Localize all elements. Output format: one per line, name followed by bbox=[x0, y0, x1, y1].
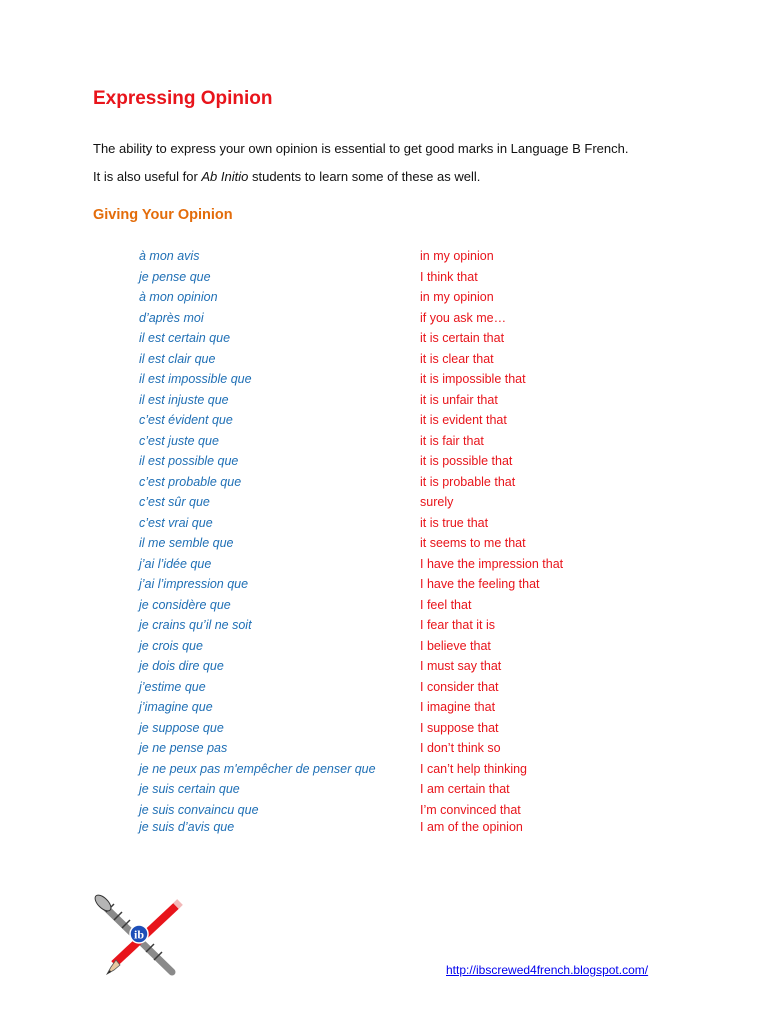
phrase-row bbox=[0, 434, 768, 452]
french-phrase: c’est vrai que bbox=[139, 515, 213, 530]
phrase-row bbox=[0, 680, 768, 698]
blog-link[interactable]: http://ibscrewed4french.blogspot.com/ bbox=[446, 963, 649, 977]
french-phrase: c’est juste que bbox=[139, 433, 219, 448]
phrase-row bbox=[0, 618, 768, 636]
french-phrase: c’est sûr que bbox=[139, 495, 210, 509]
french-phrase: je crois que bbox=[139, 638, 203, 653]
phrase-row bbox=[0, 577, 768, 595]
phrase-row bbox=[0, 454, 768, 472]
english-translation: I am certain that bbox=[420, 782, 510, 796]
english-translation: I feel that bbox=[420, 597, 472, 612]
french-phrase: je suis convaincu que bbox=[139, 802, 259, 817]
phrase-row bbox=[0, 270, 768, 288]
phrase-row bbox=[0, 495, 768, 513]
english-translation: it is true that bbox=[420, 515, 489, 530]
phrase-row bbox=[0, 311, 768, 329]
phrase-row bbox=[0, 721, 768, 739]
french-phrase: je considère que bbox=[139, 597, 231, 612]
french-phrase: il me semble que bbox=[139, 536, 234, 550]
intro-text-after: students to learn some of these as well. bbox=[248, 169, 481, 184]
phrase-row bbox=[0, 475, 768, 493]
english-translation: it seems to me that bbox=[420, 536, 526, 550]
intro-text-before: It is also useful for bbox=[93, 169, 202, 184]
phrase-row bbox=[0, 700, 768, 718]
french-phrase: j’ai l’idée que bbox=[139, 556, 212, 571]
french-phrase: il est certain que bbox=[139, 331, 231, 345]
english-translation: it is clear that bbox=[420, 351, 494, 366]
french-phrase: il est impossible que bbox=[139, 372, 252, 386]
english-translation: I fear that it is bbox=[420, 618, 496, 632]
french-phrase: d’après moi bbox=[139, 310, 204, 325]
section-heading: Giving Your Opinion bbox=[93, 207, 233, 223]
english-translation: in my opinion bbox=[420, 249, 494, 263]
english-translation: I have the impression that bbox=[420, 556, 564, 571]
french-phrase: c’est probable que bbox=[139, 474, 242, 489]
french-phrase: je ne pense pas bbox=[139, 741, 228, 755]
english-translation: it is unfair that bbox=[420, 392, 498, 407]
ib-screwed-logo bbox=[92, 890, 184, 978]
english-translation: I can’t help thinking bbox=[420, 761, 528, 776]
phrase-row bbox=[0, 639, 768, 657]
english-translation: I consider that bbox=[420, 679, 499, 694]
phrase-row bbox=[0, 516, 768, 534]
phrase-row bbox=[0, 762, 768, 780]
french-phrase: à mon opinion bbox=[139, 290, 218, 304]
french-phrase: je crains qu’il ne soit bbox=[139, 618, 252, 632]
french-phrase: je ne peux pas m'empêcher de penser que bbox=[139, 761, 376, 776]
phrase-row bbox=[0, 820, 768, 838]
english-translation: I must say that bbox=[420, 659, 502, 673]
english-translation: I am of the opinion bbox=[420, 819, 523, 834]
english-translation: it is fair that bbox=[420, 433, 484, 448]
english-translation: I imagine that bbox=[420, 700, 496, 714]
english-translation: it is impossible that bbox=[420, 372, 526, 386]
phrase-row bbox=[0, 557, 768, 575]
ib-badge-text: ib bbox=[133, 927, 145, 942]
phrase-row bbox=[0, 393, 768, 411]
english-translation: I have the feeling that bbox=[420, 577, 540, 591]
phrase-row bbox=[0, 782, 768, 800]
english-translation: I believe that bbox=[420, 638, 491, 653]
english-translation: I’m convinced that bbox=[420, 802, 521, 817]
french-phrase: je dois dire que bbox=[139, 659, 224, 673]
phrase-row bbox=[0, 536, 768, 554]
phrase-row bbox=[0, 372, 768, 390]
english-translation: it is probable that bbox=[420, 474, 516, 489]
french-phrase: il est clair que bbox=[139, 351, 216, 366]
french-phrase: je suis d’avis que bbox=[139, 819, 235, 834]
ab-initio-emphasis: Ab Initio bbox=[201, 169, 249, 184]
phrase-row bbox=[0, 331, 768, 349]
french-phrase: j’ai l’impression que bbox=[139, 577, 249, 591]
phrase-row bbox=[0, 598, 768, 616]
phrase-row bbox=[0, 659, 768, 677]
phrase-row bbox=[0, 803, 768, 821]
french-phrase: j’estime que bbox=[139, 679, 206, 694]
french-phrase: il est possible que bbox=[139, 454, 239, 468]
english-translation: in my opinion bbox=[420, 290, 494, 304]
french-phrase: à mon avis bbox=[139, 249, 200, 263]
french-phrase: je pense que bbox=[139, 269, 211, 284]
french-phrase: je suppose que bbox=[139, 720, 224, 735]
intro-paragraph-1: The ability to express your own opinion is essential to get good marks in Language B French. bbox=[93, 141, 629, 156]
english-translation: surely bbox=[420, 495, 454, 509]
english-translation: it is evident that bbox=[420, 413, 507, 427]
page-title: Expressing Opinion bbox=[93, 88, 273, 109]
phrase-row bbox=[0, 249, 768, 267]
french-phrase: j’imagine que bbox=[139, 700, 213, 714]
english-translation: I suppose that bbox=[420, 720, 499, 735]
english-translation: it is possible that bbox=[420, 454, 513, 468]
french-phrase: il est injuste que bbox=[139, 392, 229, 407]
phrase-row bbox=[0, 290, 768, 308]
english-translation: I don’t think so bbox=[420, 741, 501, 755]
phrase-row bbox=[0, 413, 768, 431]
english-translation: I think that bbox=[420, 269, 478, 284]
phrase-row bbox=[0, 352, 768, 370]
english-translation: if you ask me… bbox=[420, 310, 507, 325]
phrase-row bbox=[0, 741, 768, 759]
english-translation: it is certain that bbox=[420, 331, 505, 345]
french-phrase: c’est évident que bbox=[139, 413, 233, 427]
french-phrase: je suis certain que bbox=[139, 782, 240, 796]
